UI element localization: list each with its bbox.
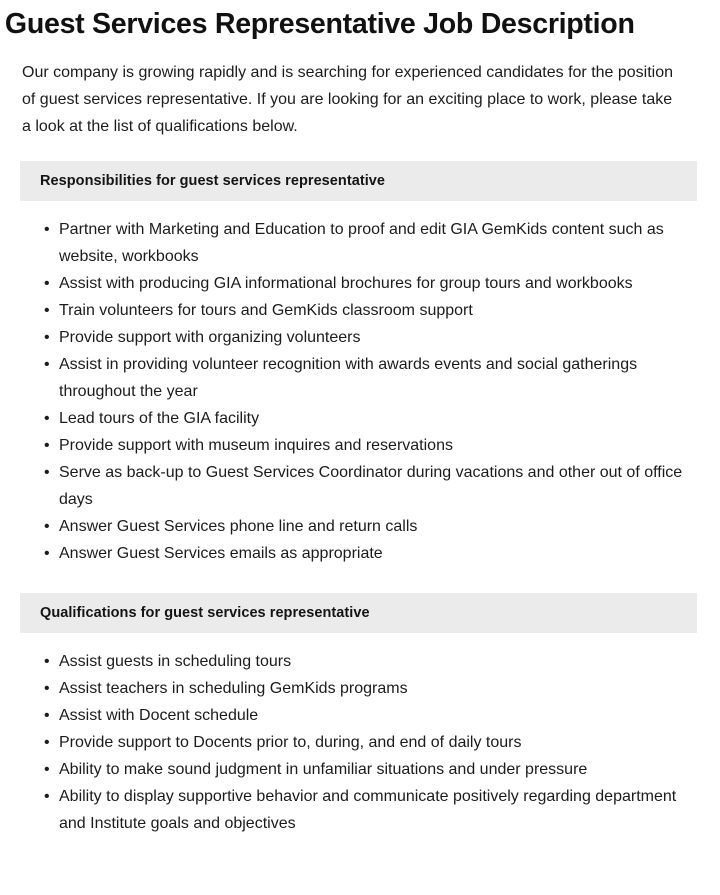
qualifications-list xyxy=(0,648,720,837)
section-qualifications xyxy=(0,593,720,837)
list-item: • Assist in providing volunteer recognition with awards events and social gatherings throughout the year xyxy=(59,351,690,405)
intro-paragraph: Our company is growing rapidly and is searching for experienced candidates for the position of guest services representative. If you are looking for an exciting place to work, please take a look at the list of qualifications below. xyxy=(22,64,674,135)
responsibilities-list xyxy=(0,216,720,567)
page-title: Guest Services Representative Job Description xyxy=(4,8,635,40)
section-header-qualifications xyxy=(20,593,697,633)
list-item: • Provide support to Docents prior to, during, and end of daily tours xyxy=(59,729,690,756)
list-item: • Assist with producing GIA informational brochures for group tours and workbooks xyxy=(59,270,690,297)
section-heading-label: Responsibilities for guest services representative xyxy=(40,173,385,189)
list-item: • Assist with Docent schedule xyxy=(59,702,690,729)
list-item: • Assist teachers in scheduling GemKids programs xyxy=(59,675,690,702)
list-item: • Provide support with museum inquires and reservations xyxy=(59,432,690,459)
list-item: • Provide support with organizing volunteers xyxy=(59,324,690,351)
list-item: • Answer Guest Services emails as appropriate xyxy=(59,540,690,567)
list-item: • Partner with Marketing and Education to proof and edit GIA GemKids content such as website, workbooks xyxy=(59,216,690,270)
list-item: • Serve as back-up to Guest Services Coordinator during vacations and other out of office days xyxy=(59,459,690,513)
list-item: • Lead tours of the GIA facility xyxy=(59,405,690,432)
section-responsibilities xyxy=(0,161,720,567)
list-item: • Answer Guest Services phone line and return calls xyxy=(59,513,690,540)
list-item: • Assist guests in scheduling tours xyxy=(59,648,690,675)
section-header-responsibilities xyxy=(20,161,697,201)
list-item: • Ability to display supportive behavior and communicate positively regarding department and Institute goals and objectives xyxy=(59,783,690,837)
list-item: • Train volunteers for tours and GemKids classroom support xyxy=(59,297,690,324)
section-heading-label: Qualifications for guest services representative xyxy=(40,605,370,621)
list-item: • Ability to make sound judgment in unfamiliar situations and under pressure xyxy=(59,756,690,783)
